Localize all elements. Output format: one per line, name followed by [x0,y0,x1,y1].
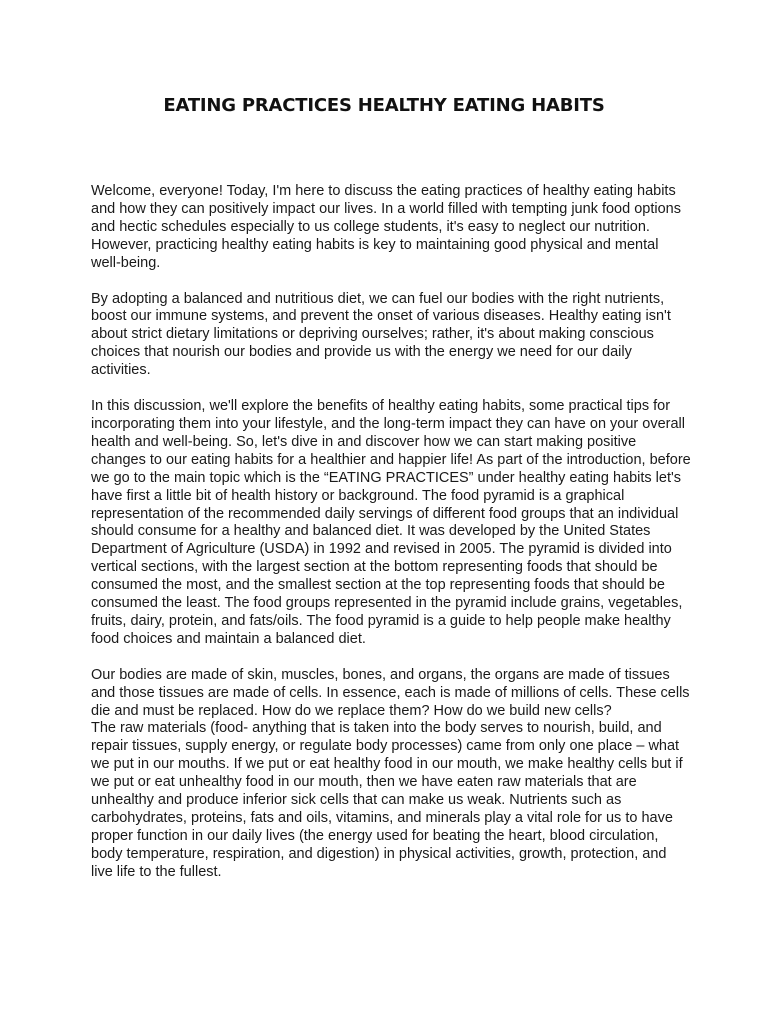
paragraph-food-pyramid: In this discussion, we'll explore the benefits of healthy eating habits, some practical tips for incorporating them into your lifestyle, and the long-term impact they can have on your overall health and well-being. So, let's dive in and discover how we can start making positive changes to our eating habits for a healthier and happier life! As part of the introduction, before we go to the main topic which is the “EATING PRACTICES” under healthy eating habits let's have first a little bit of health history or background. The food pyramid is a graphical representation of the recommended daily servings of different food groups that an individual should consume for a healthy and balanced diet. It was developed by the United States Department of Agriculture (USDA) in 1992 and revised in 2005. The pyramid is divided into vertical sections, with the largest section at the bottom representing foods that should be consumed the most, and the smallest section at the top representing foods that should be consumed the least. The food groups represented in the pyramid include grains, vegetables, fruits, dairy, protein, and fats/oils. The food pyramid is a guide to help people make healthy food choices and maintain a balanced diet. [91,398,691,647]
paragraph-intro: Welcome, everyone! Today, I'm here to discuss the eating practices of healthy eating habits and how they can positively impact our lives. In a world filled with tempting junk food options and hectic schedules especially to us college students, it's easy to neglect our nutrition. However, practicing healthy eating habits is key to maintaining good physical and mental well-being. [91,183,681,271]
paragraph-raw-materials: The raw materials (food- anything that is taken into the body serves to nourish, build, and repair tissues, supply energy, or regulate body processes) came from only one place – what we put in our mouths. If we put or eat healthy food in our mouth, we make healthy cells but if we put or eat unhealthy food in our mouth, then we have eaten raw materials that are unhealthy and produce inferior sick cells that can make us weak. Nutrients such as carbohydrates, proteins, fats and oils, vitamins, and minerals play a vital role for us to have proper function in our daily lives (the energy used for beating the heart, blood circulation, body temperature, respiration, and digestion) in physical activities, growth, protection, and live life to the fullest. [91,720,683,880]
paragraph-balanced-diet: By adopting a balanced and nutritious diet, we can fuel our bodies with the right nutrients, boost our immune systems, and prevent the onset of various diseases. Healthy eating isn't about strict dietary limitations or depriving ourselves; rather, it's about making conscious choices that nourish our bodies and provide us with the energy we need for our daily activities. [91,290,671,379]
document-body [91,183,691,882]
paragraph-cells: Our bodies are made of skin, muscles, bones, and organs, the organs are made of tissues and those tissues are made of cells. In essence, each is made of millions of cells. These cells die and must be replaced. How do we replace them? How do we build new cells? [91,666,690,719]
document-title: EATING PRACTICES HEALTHY EATING HABITS [163,95,605,116]
